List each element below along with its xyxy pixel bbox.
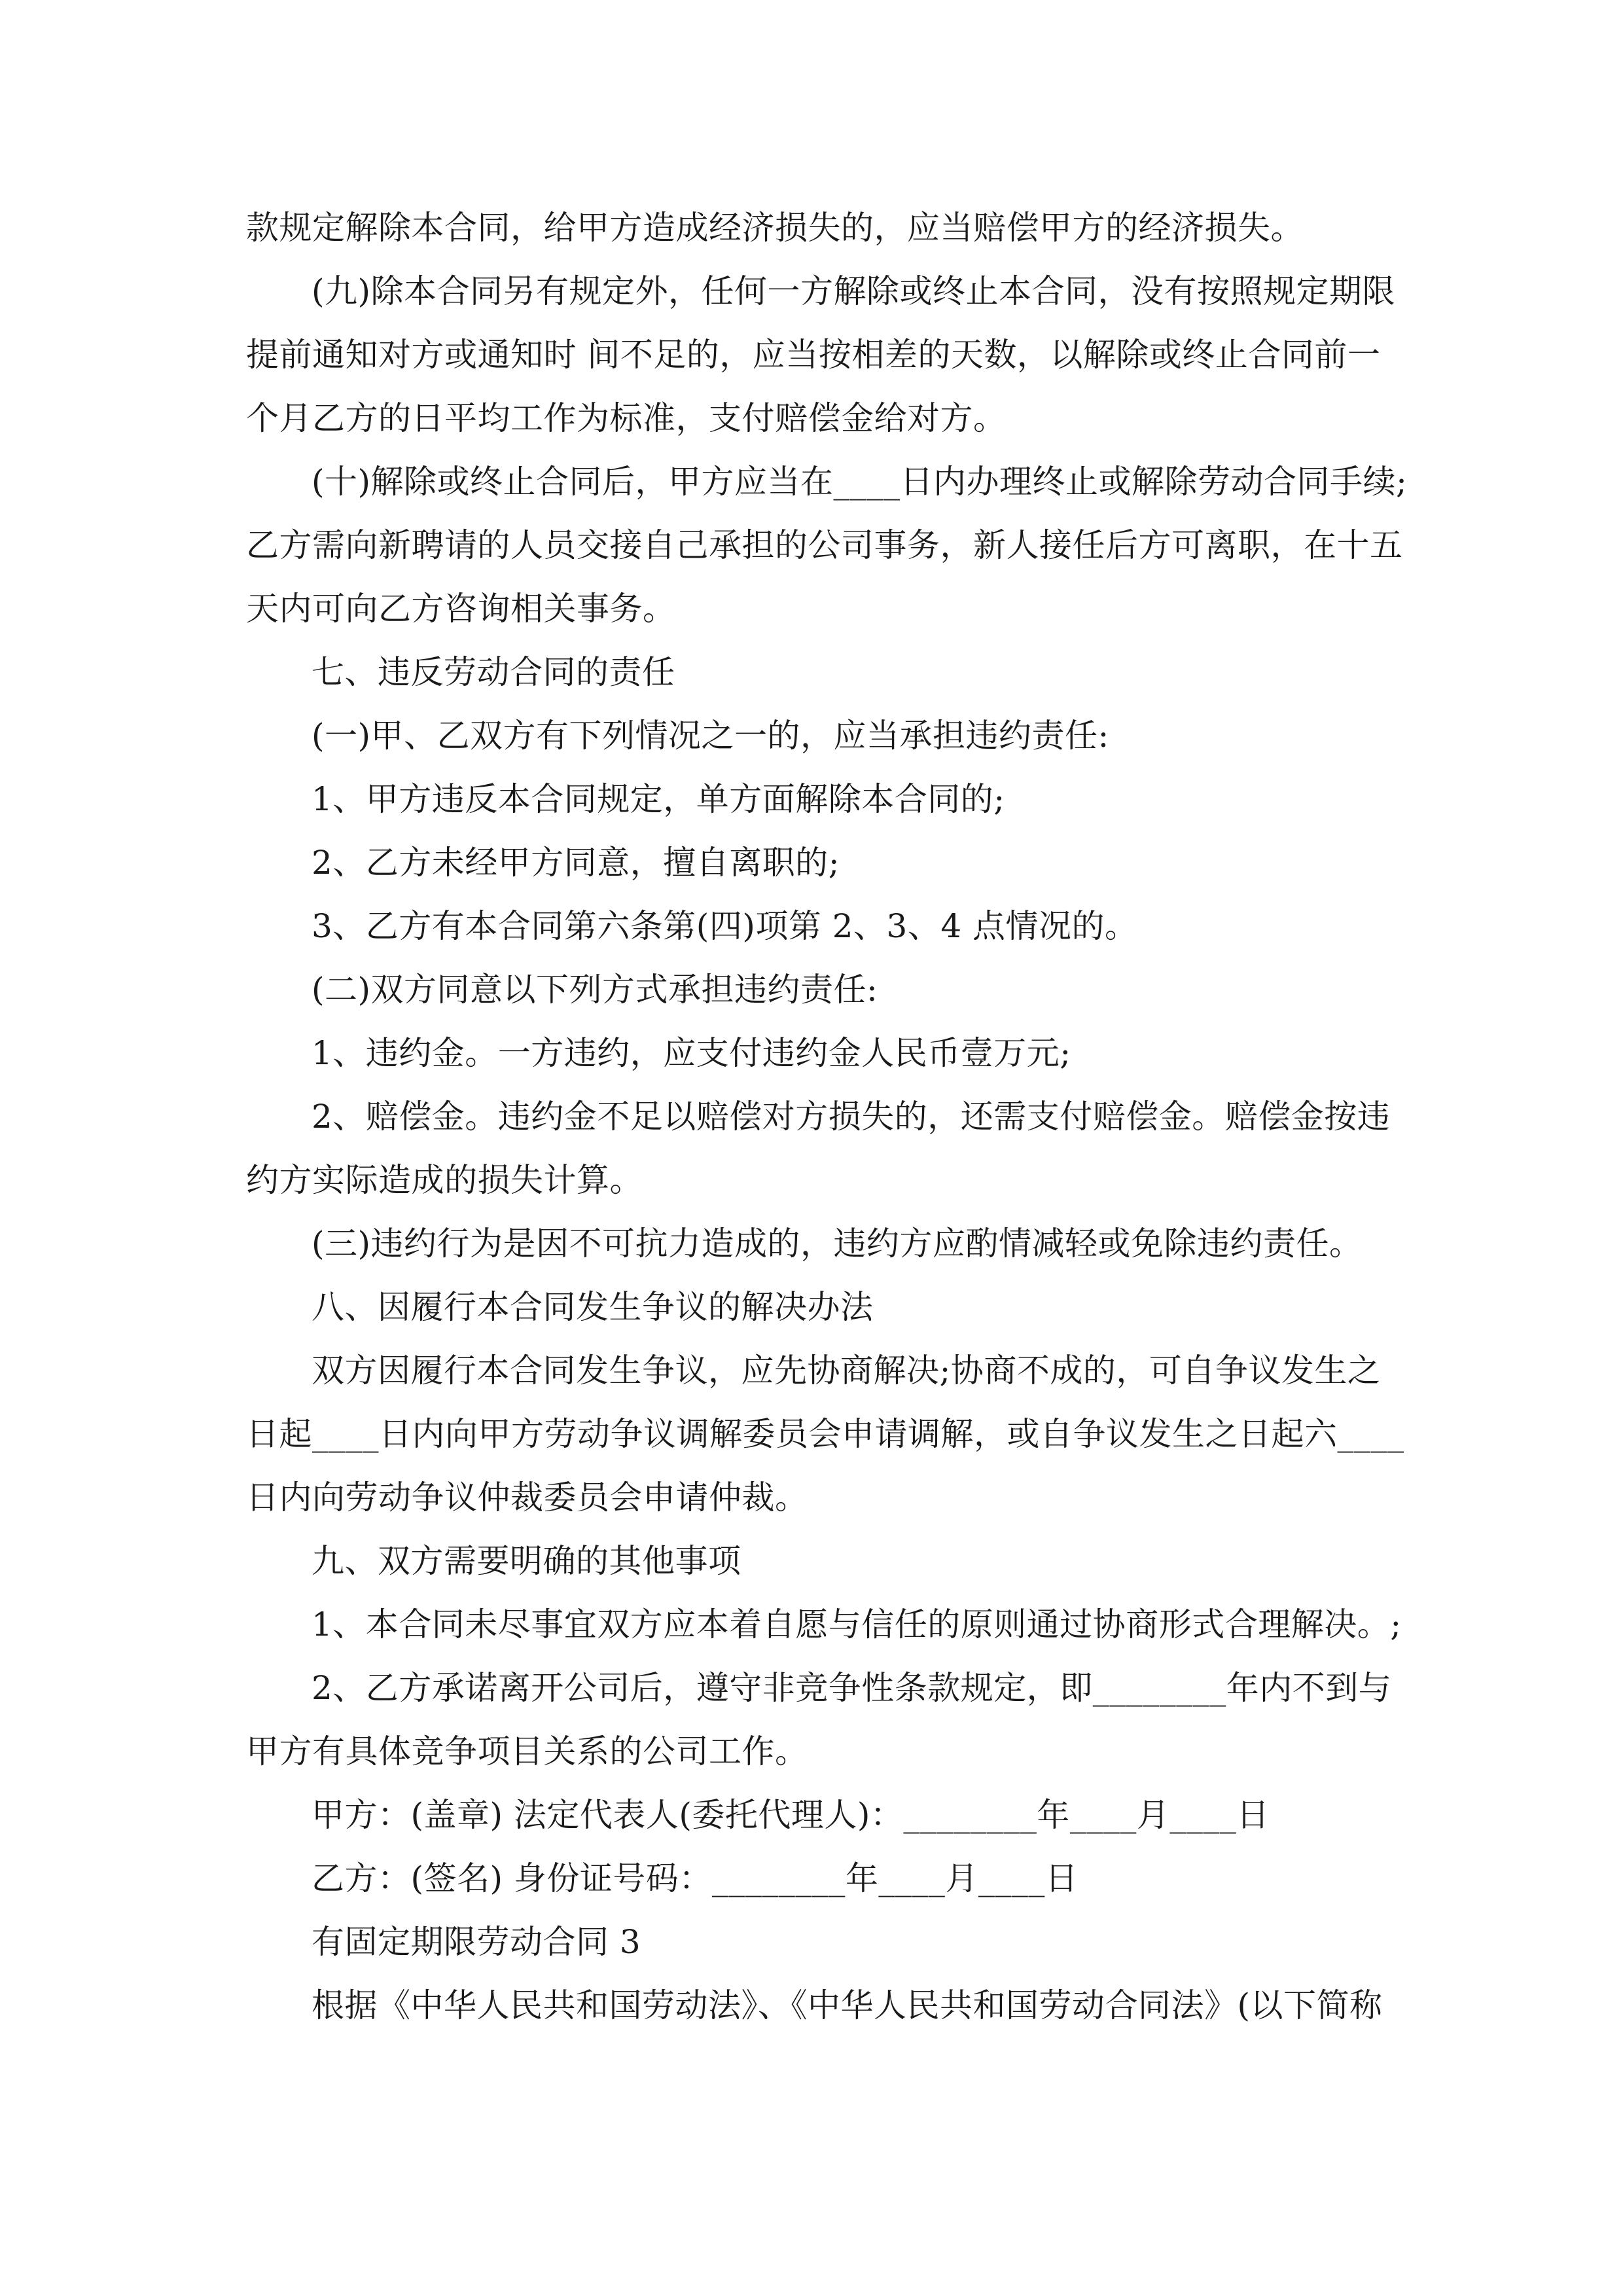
text-line: 八、因履行本合同发生争议的解决办法 bbox=[312, 1288, 874, 1326]
text-line: 甲方：(盖章) 法定代表人(委托代理人)：________年____月____日 bbox=[312, 1796, 1270, 1834]
text-line: 1、违约金。一方违约，应支付违约金人民币壹万元; bbox=[312, 1034, 1071, 1072]
text-line: 七、违反劳动合同的责任 bbox=[312, 653, 675, 691]
text-line: (十)解除或终止合同后，甲方应当在____日内办理终止或解除劳动合同手续; bbox=[312, 463, 1408, 501]
text-line: 甲方有具体竞争项目关系的公司工作。 bbox=[246, 1732, 808, 1770]
text-line: 2、乙方未经甲方同意，擅自离职的; bbox=[312, 844, 840, 882]
text-line: 1、甲方违反本合同规定，单方面解除本合同的; bbox=[312, 780, 1005, 818]
text-line: 乙方：(签名) 身份证号码：________年____月____日 bbox=[312, 1859, 1079, 1897]
text-line: 2、乙方承诺离开公司后，遵守非竞争性条款规定，即________年内不到与 bbox=[312, 1669, 1392, 1707]
text-line: 有固定期限劳动合同 3 bbox=[312, 1923, 641, 1961]
text-line: (九)除本合同另有规定外，任何一方解除或终止本合同，没有按照规定期限 bbox=[312, 272, 1396, 310]
text-line: 九、双方需要明确的其他事项 bbox=[312, 1542, 741, 1580]
text-line: 3、乙方有本合同第六条第(四)项第 2、3、4 点情况的。 bbox=[312, 907, 1138, 945]
text-line: 1、本合同未尽事宜双方应本着自愿与信任的原则通过协商形式合理解决。; bbox=[312, 1605, 1402, 1643]
text-line: 提前通知对方或通知时 间不足的，应当按相差的天数，以解除或终止合同前一 bbox=[246, 336, 1381, 374]
text-line: 乙方需向新聘请的人员交接自己承担的公司事务，新人接任后方可离职，在十五 bbox=[246, 526, 1403, 564]
document-body bbox=[246, 196, 1408, 2037]
text-line: 双方因履行本合同发生争议，应先协商解决;协商不成的，可自争议发生之 bbox=[312, 1352, 1381, 1390]
text-line: 个月乙方的日平均工作为标准，支付赔偿金给对方。 bbox=[246, 399, 1007, 437]
text-line: (二)双方同意以下列方式承担违约责任: bbox=[312, 971, 878, 1009]
text-line: 款规定解除本合同，给甲方造成经济损失的，应当赔偿甲方的经济损失。 bbox=[246, 209, 1304, 247]
text-line: 日起____日内向甲方劳动争议调解委员会申请调解，或自争议发生之日起六____ bbox=[246, 1415, 1404, 1453]
text-line: 2、赔偿金。违约金不足以赔偿对方损失的，还需支付赔偿金。赔偿金按违 bbox=[312, 1098, 1391, 1136]
text-line: (一)甲、乙双方有下列情况之一的，应当承担违约责任: bbox=[312, 717, 1109, 755]
text-line: 约方实际造成的损失计算。 bbox=[246, 1161, 643, 1199]
text-line: 天内可向乙方咨询相关事务。 bbox=[246, 590, 676, 628]
text-line: 根据《中华人民共和国劳动法》、《中华人民共和国劳动合同法》(以下简称 bbox=[312, 1986, 1383, 2024]
text-line: (三)违约行为是因不可抗力造成的，违约方应酌情减轻或免除违约责任。 bbox=[312, 1225, 1363, 1263]
text-line: 日内向劳动争议仲裁委员会申请仲裁。 bbox=[246, 1479, 808, 1516]
